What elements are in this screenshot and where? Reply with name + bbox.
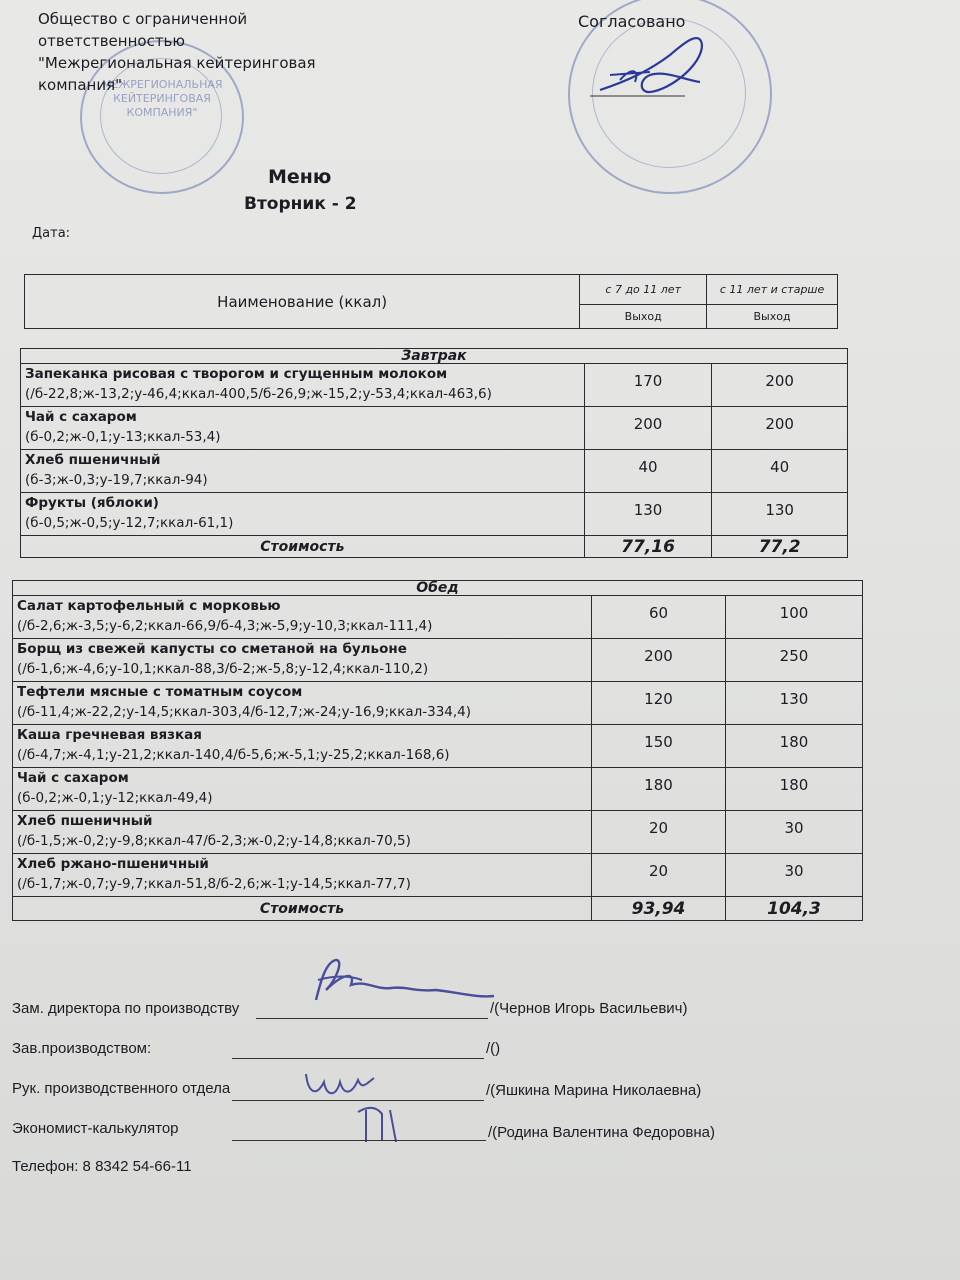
table-row [21,407,848,450]
dish-nutrition: (/б-4,7;ж-4,1;у-21,2;ккал-140,4/б-5,6;ж-5,1;у-25,2;ккал-168,6) [17,747,450,763]
signature-person: /(Чернов Игорь Васильевич) [490,1000,688,1017]
stamp-line: КОМПАНИЯ" [126,106,198,119]
date-label: Дата: [32,226,71,241]
yield-value: 40 [584,450,712,493]
cost-label: Стоимость [13,897,592,921]
dish-name: Запеканка рисовая с творогом и сгущенным молоком [25,366,448,382]
dish-name: Тефтели мясные с томатным соусом [17,684,303,700]
page-title: Меню [268,166,332,188]
table-row [13,725,863,768]
signature-row-head [12,1080,230,1097]
yield-value: 120 [592,682,726,725]
signature-row-deputy [12,1000,239,1017]
yield-value: 130 [584,493,712,536]
table-row [13,854,863,897]
table-row [13,682,863,725]
name-column-header: Наименование (ккал) [25,275,580,329]
cost-row [21,536,848,558]
cost-value: 77,16 [584,536,712,558]
yield-value: 130 [726,682,863,725]
page-subtitle: Вторник - 2 [244,194,357,214]
approval-signature [590,20,720,110]
table-row [21,364,848,407]
table-row [13,768,863,811]
dish-nutrition: (б-0,2;ж-0,1;у-13;ккал-53,4) [25,429,221,445]
yield-header-1: Выход [580,305,707,329]
signature-role: Рук. производственного отдела [12,1080,231,1097]
table-row [13,596,863,639]
dish-nutrition: (/б-2,6;ж-3,5;у-6,2;ккал-66,9/б-4,3;ж-5,9;у-10,3;ккал-111,4) [17,618,433,634]
dish-nutrition: (б-0,2;ж-0,1;у-12;ккал-49,4) [17,790,213,806]
lunch-title: Обед [13,581,863,596]
age-group-1-header: с 7 до 11 лет [580,275,707,305]
stamp-line: КЕЙТЕРИНГОВАЯ [113,92,211,105]
dish-name: Чай с сахаром [25,409,137,425]
phone-number: Телефон: 8 8342 54-66-11 [12,1158,192,1175]
yield-header-2: Выход [707,305,838,329]
org-line: Общество с ограниченной [38,10,248,28]
cost-row [13,897,863,921]
table-row [21,450,848,493]
yield-value: 200 [712,364,848,407]
yield-value: 170 [584,364,712,407]
signature-person: /(Яшкина Марина Николаевна) [486,1082,702,1099]
yield-value: 200 [712,407,848,450]
cost-label: Стоимость [21,536,585,558]
yield-value: 200 [584,407,712,450]
signature-role: Экономист-калькулятор [12,1120,179,1137]
yield-value: 30 [726,811,863,854]
dish-name: Борщ из свежей капусты со сметаной на бульоне [17,641,407,657]
dish-name: Хлеб пшеничный [17,813,153,829]
yield-value: 20 [592,854,726,897]
yield-value: 40 [712,450,848,493]
signature-line [232,1058,484,1059]
cost-value: 104,3 [726,897,863,921]
signature-role: Зав.производством: [12,1040,152,1057]
signature-role: Зам. директора по производству [12,1000,240,1017]
dish-name: Чай с сахаром [17,770,129,786]
yield-value: 180 [726,768,863,811]
dish-name: Хлеб пшеничный [25,452,161,468]
breakfast-table [20,348,848,558]
dish-nutrition: (/б-22,8;ж-13,2;у-46,4;ккал-400,5/б-26,9;ж-15,2;у-53,4;ккал-463,6) [25,386,492,402]
yield-value: 130 [712,493,848,536]
yield-value: 150 [592,725,726,768]
lunch-table [12,580,863,921]
header-table [24,274,838,329]
cost-value: 93,94 [592,897,726,921]
age-group-2-header: с 11 лет и старше [707,275,838,305]
dish-name: Салат картофельный с морковью [17,598,281,614]
org-line: "Межрегиональная кейтеринговая [38,54,316,72]
yield-value: 180 [592,768,726,811]
table-row [13,811,863,854]
org-line: ответственностью [38,32,186,50]
signature-row-economist [12,1120,179,1137]
yield-value: 20 [592,811,726,854]
signature-line [232,1140,486,1141]
signature-row-production [12,1040,151,1057]
yield-value: 100 [726,596,863,639]
dish-nutrition: (/б-1,6;ж-4,6;у-10,1;ккал-88,3/б-2;ж-5,8;у-12,4;ккал-110,2) [17,661,429,677]
signature-head [296,1062,416,1152]
dish-nutrition: (/б-1,5;ж-0,2;у-9,8;ккал-47/б-2,3;ж-0,2;у-14,8;ккал-70,5) [17,833,411,849]
org-line: компания" [38,76,123,94]
yield-value: 250 [726,639,863,682]
dish-nutrition: (/б-11,4;ж-22,2;у-14,5;ккал-303,4/б-12,7;ж-24;у-16,9;ккал-334,4) [17,704,472,720]
organization-name [38,8,316,96]
dish-name: Каша гречневая вязкая [17,727,202,743]
yield-value: 180 [726,725,863,768]
approved-label: Согласовано [578,12,686,31]
cost-value: 77,2 [712,536,848,558]
table-row [13,639,863,682]
dish-nutrition: (б-0,5;ж-0,5;у-12,7;ккал-61,1) [25,515,234,531]
yield-value: 60 [592,596,726,639]
dish-nutrition: (б-3;ж-0,3;у-19,7;ккал-94) [25,472,208,488]
signature-line [256,1018,488,1019]
table-row [21,493,848,536]
signature-person: /() [486,1040,501,1057]
dish-name: Хлеб ржано-пшеничный [17,856,209,872]
signature-person: /(Родина Валентина Федоровна) [488,1124,715,1141]
dish-name: Фрукты (яблоки) [25,495,159,511]
signature-deputy [296,950,496,1014]
dish-nutrition: (/б-1,7;ж-0,7;у-9,7;ккал-51,8/б-2,6;ж-1;у-14,5;ккал-77,7) [17,876,411,892]
yield-value: 200 [592,639,726,682]
yield-value: 30 [726,854,863,897]
breakfast-title: Завтрак [21,349,848,364]
stamp-line: МЕЖРЕГИОНАЛЬНАЯ [102,78,223,91]
